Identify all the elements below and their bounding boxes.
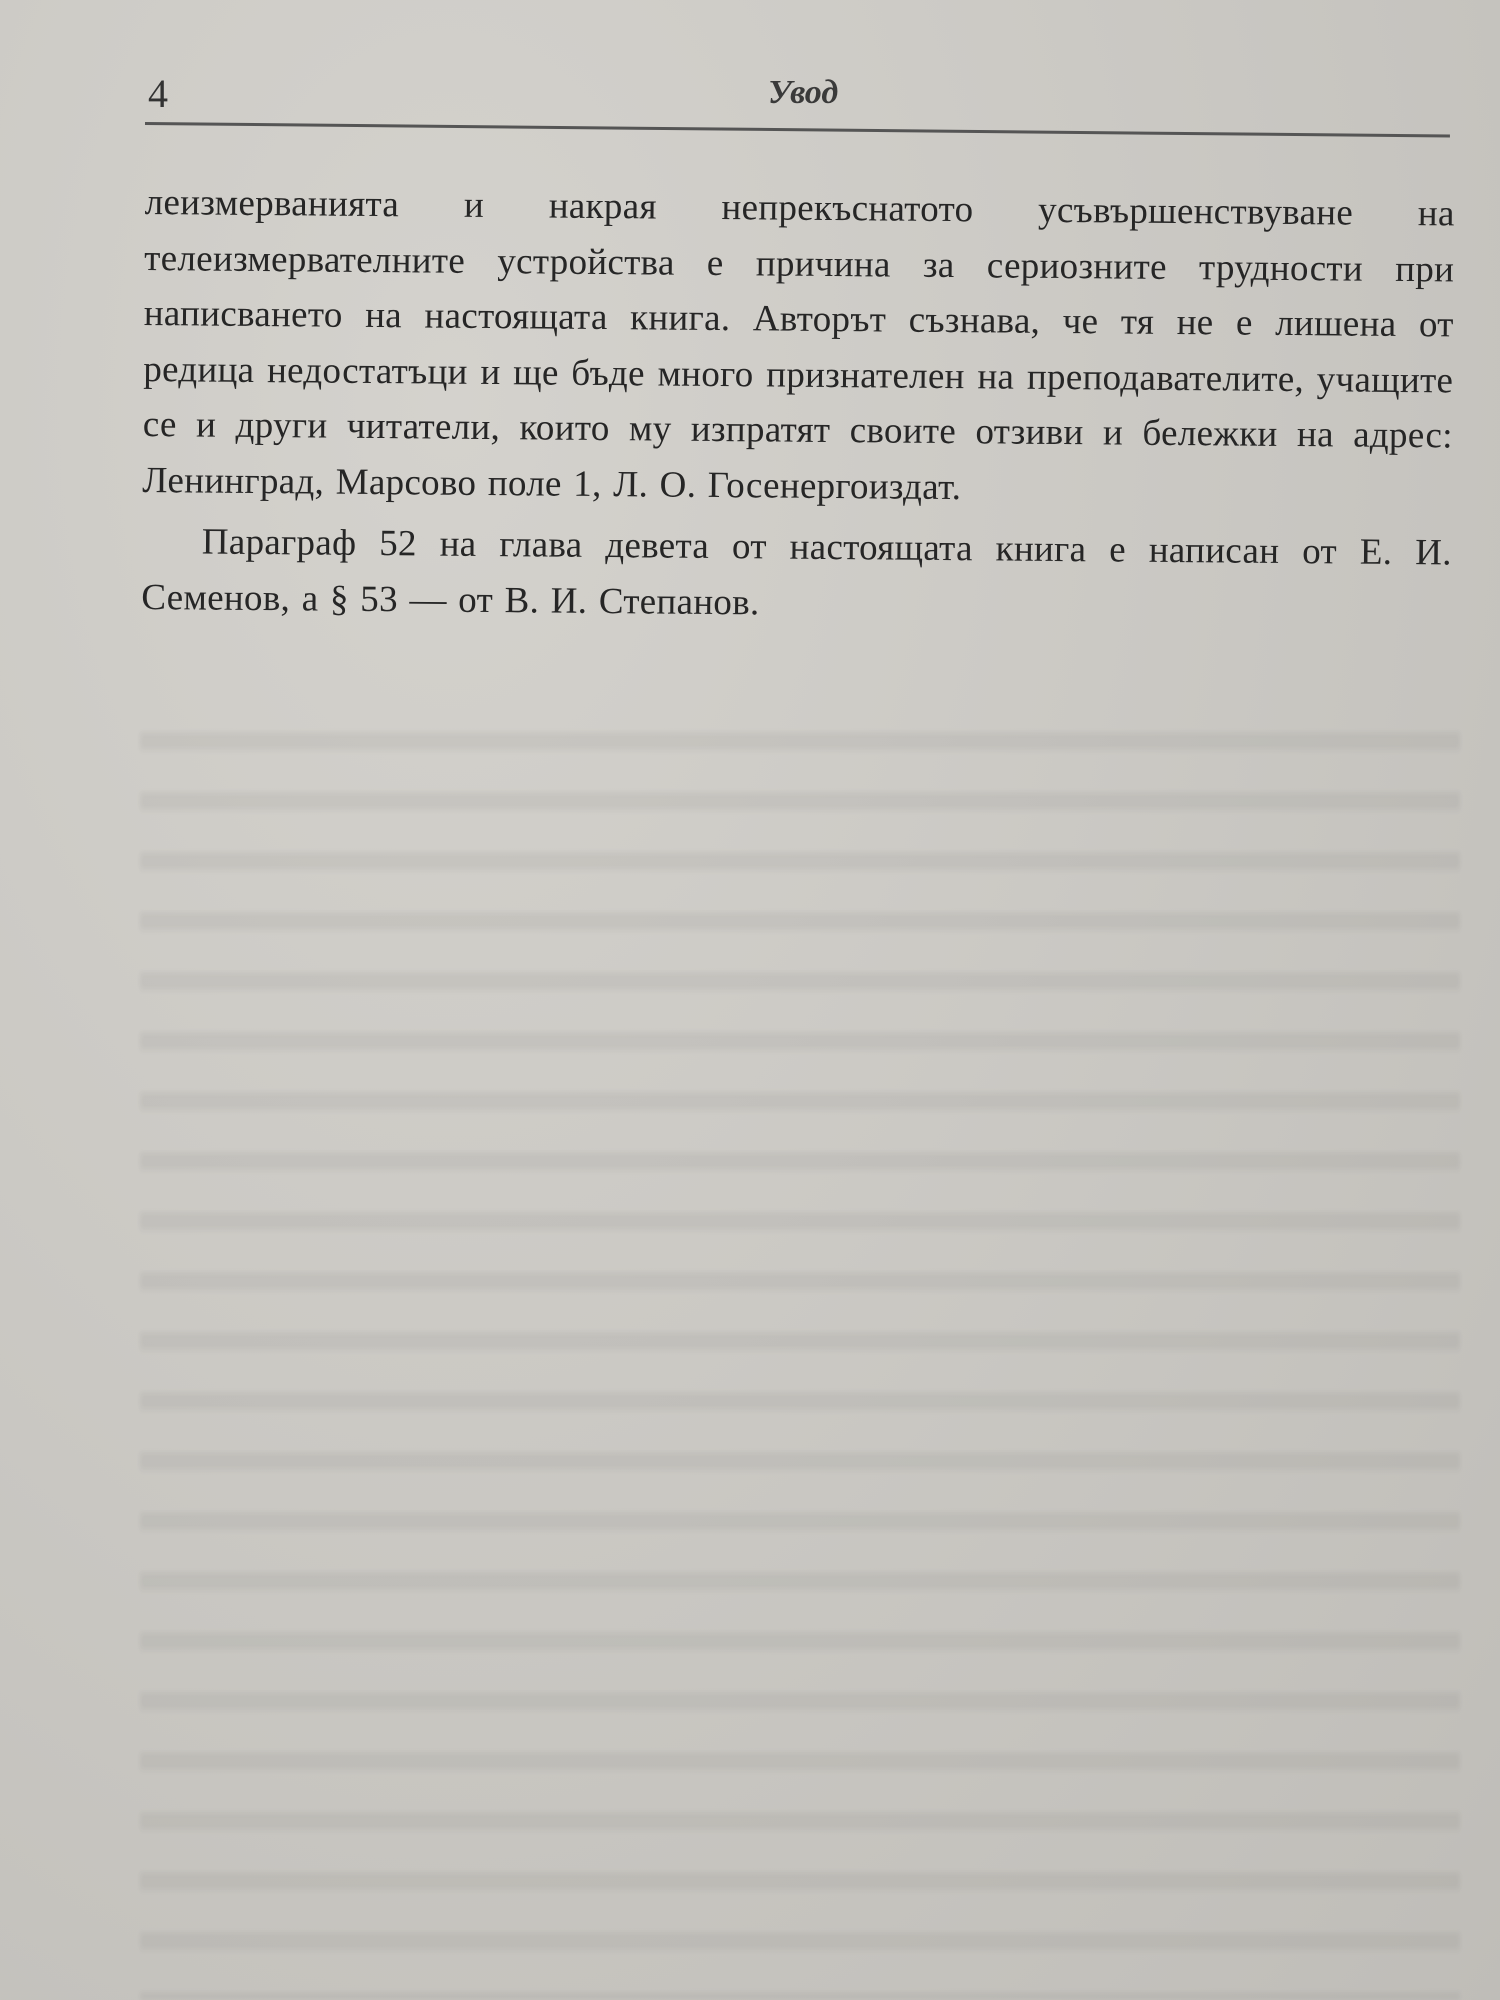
paragraph: леизмерванията и накрая непрекъснатото усъвършенствуване на телеизмервателните устройства е причина за сериозните трудности при написването на настоящата книга. Авторът съзнава, че тя не е лишена от редица недостатъци и ще бъде много признателен на преподавателите, учащите се и други читатели, които му изпратят своите отзиви и бележки на адрес: Ленинград, Марсово поле 1, Л. О. Госенергоиздат. — [142, 181, 1455, 508]
running-head: Увод — [768, 74, 839, 111]
page-number: 4 — [148, 71, 168, 116]
body-text — [141, 175, 1455, 636]
paragraph: Параграф 52 на глава девета от настоящата книга е написан от Е. И. Семенов, а § 53 — от В. И. Степанов. — [141, 521, 1452, 623]
show-through-text — [140, 700, 1460, 2000]
